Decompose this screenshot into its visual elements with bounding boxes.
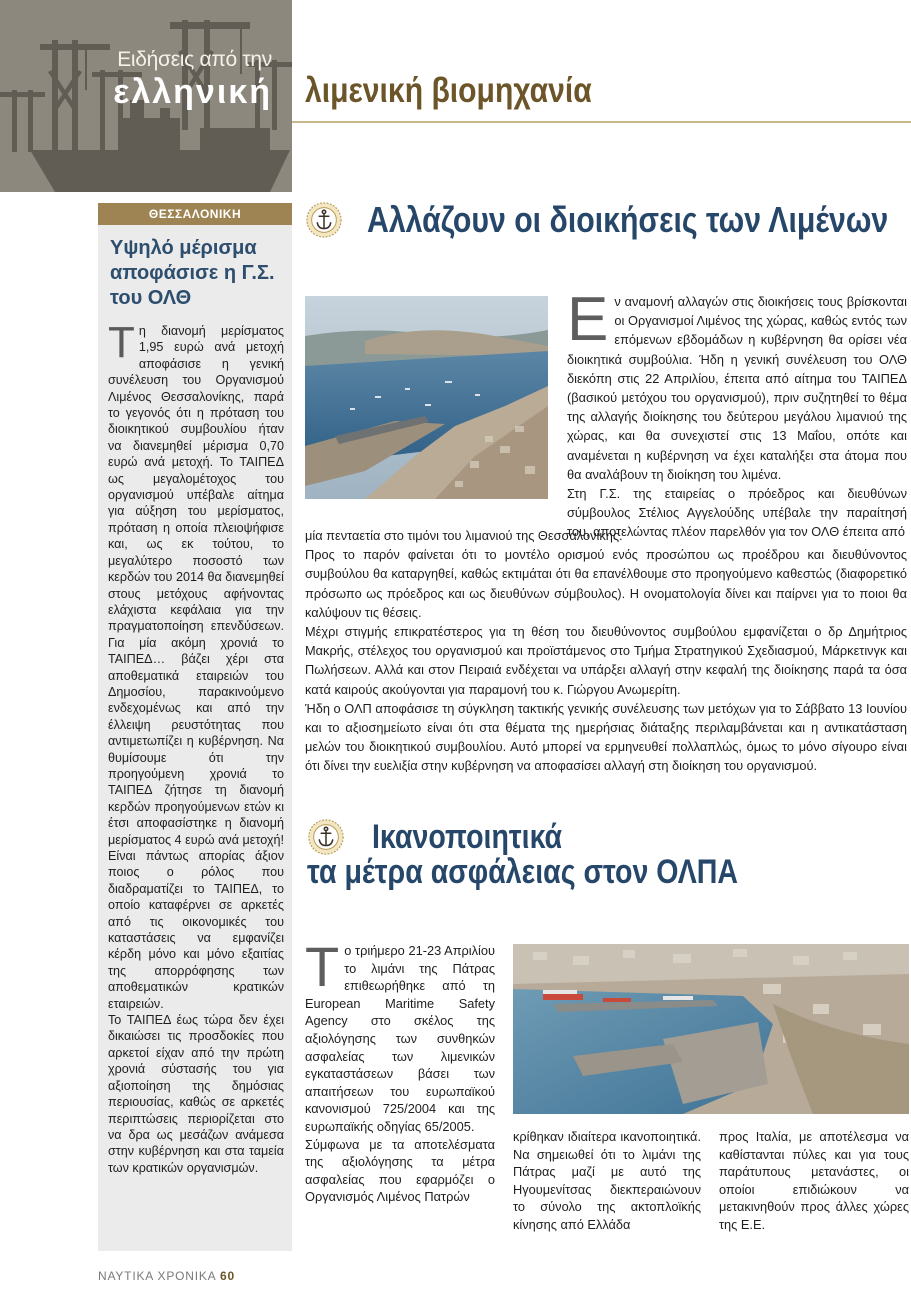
article2-paragraph: Το τριήμερο 21-23 Απριλίου το λιμάνι της Πάτρας επιθεωρήθηκε από τη European Maritime Safety Agency στο σκέλος της αξιολόγησης των συνθηκών ασφαλείας των λιμενικών εγκαταστάσεων βάσει των απαιτήσεων του ευρωπαϊκού κανονισμού 725/2004 και της ευρωπαϊκής οδηγίας 65/2005.: [305, 935, 495, 1134]
sidebar-headline: Υψηλό μέρισμα αποφάσισε η Γ.Σ. του ΟΛΘ: [110, 237, 275, 309]
article2-column-1: [305, 935, 495, 1206]
header-banner: [0, 0, 292, 192]
article1-paragraph: Προς το παρόν φαίνεται ότι το μοντέλο ορισμού ενός προσώπου ως προέδρου και διευθύνοντος συμβούλου θα καταργηθεί, καθώς εκτιμάται ότι θα επανέλθουμε στο προηγούμενο καθεστώς (διαφορετικό πρόσωπο ως πρόεδρος και ως διευθύνων σύμβουλος). Η ονοματολογία δίνει και παίρνει για το ποιοι θα καλύψουν τις θέσεις.: [305, 547, 907, 620]
article2-paragraph: Σύμφωνα με τα αποτελέσματα της αξιολόγησης τα μέτρα ασφαλείας που εφαρμόζει ο Οργανισμός Λιμένος Πατρών: [305, 1136, 495, 1205]
article2-headline-line2: τα μέτρα ασφάλειας στον ΟΛΠΑ: [307, 853, 739, 891]
article2-headline-line1: Ικανοποιητικά: [372, 818, 563, 856]
header-divider: [292, 121, 911, 123]
sidebar-paragraph: Το ΤΑΙΠΕΔ έως τώρα δεν έχει δικαιώσει τις προσδοκίες που αρκετοί είχαν από την πρώτη χρονιά σύστασής του για αξιοποίηση της δημόσιας περιουσίας, καθώς σε αρκετές περιπτώσεις περιορίζεται στο να δρα ως μεσάζων ανάμεσα στην κυβέρνηση και στα ταμεία των κρατικών οργανισμών.: [108, 1013, 284, 1175]
article1-paragraph: Ήδη ο ΟΛΠ αποφάσισε τη σύγκληση τακτικής γενικής συνέλευσης των μετόχων για το Σάββατο 13 Ιουνίου και το αξιοσημείωτο είναι ότι στα θέματα της ημερήσιας διάταξης περιλαμβάνεται και η αντικατάσταση μελών του διοικητικού συμβουλίου. Αυτό μπορεί να ερμηνευθεί πολλαπλώς, όμως το μόνο σίγουρο είναι ότι δίνει την ευελιξία στην κυβέρνηση να αποφασίσει αλλαγή στη διοίκηση του οργανισμού.: [305, 700, 907, 774]
piraeus-port-aerial-photo: [305, 296, 548, 499]
article1-headline: Αλλάζουν οι διοικήσεις των Λιμένων: [367, 199, 889, 240]
article1-paragraph: μία πενταετία στο τιμόνι του λιμανιού της Θεσσαλονίκης.: [305, 528, 623, 543]
header-emphasis: ελληνική: [113, 73, 272, 111]
section-title: λιμενική βιομηχανία: [305, 71, 592, 110]
sidebar-location-tag: ΘΕΣΣΑΛΟΝΙΚΗ: [98, 203, 292, 225]
publication-name: ΝΑΥΤΙΚΑ ΧΡΟΝΙΚΑ: [98, 1269, 216, 1283]
anchor-icon: [307, 818, 345, 856]
sidebar-paragraph: Τη διανομή μερίσματος 1,95 ευρώ ανά μετοχή αποφάσισε η γενική συνέλευση του Οργανισμού Λιμένος Θεσσαλονίκης, παρά το γεγονός ότι η πρόταση του διοικητικού συμβουλίου ήταν να διανεμηθεί μέρισμα 0,70 ευρώ ανά μετοχή. Το ΤΑΙΠΕΔ ως μεγαλομέτοχος του οργανισμού υπέβαλε αίτημα για αύξηση του μερίσματος, πρόταση η οποία πλειοψήφισε και, ως εκ τούτου, το μεγαλύτερο ποσοστό των κερδών του 2014 θα διανεμηθεί στους μετόχους αφήνοντας ελάχιστα κεφάλαια για την πραγματοποίηση επενδύσεων. Για μία ακόμη χρονιά το ΤΑΙΠΕΔ… βάζει χέρι στα αποθεματικά εταιρειών του Δημοσίου, παρακινούμενο ενδεχομένως και από την έλλειψη ρευστότητας που αντιμετωπίζει η κυβέρνηση. Να θυμίσουμε ότι την προηγούμενη χρονιά το ΤΑΙΠΕΔ ζήτησε τη διανομή κερδών προηγούμενων ετών κι έτσι αποφασίστηκε η διανομή μερίσματος 4 ευρώ ανά μετοχή! Είναι πάντως απορίας άξιον ποιος ο ρόλος που διαδραματίζει το ΤΑΙΠΕΔ, το οποίο καταφέρνει σε αρκετές από τις οικονομικές του καταστάσεις να εμφανίζει κέρδη μόνο και μόνο εξαιτίας της απορρόφησης των αποθεματικών κρατικών εταιρειών.: [108, 318, 284, 1011]
article2-dropcap: Τ: [305, 935, 340, 998]
anchor-icon: [305, 201, 343, 239]
article2-column-3: προς Ιταλία, με αποτέλεσμα να καθίστανται πύλες και για τους παράτυπους μετανάστες, οι οποίοι επιδιώκουν να μετακινηθούν προς άλλες χώρες της Ε.Ε.: [719, 1129, 909, 1232]
article2-column-2: κρίθηκαν ιδιαίτερα ικανοποιητικά. Να σημειωθεί ότι το λιμάνι της Πάτρας μαζί με αυτό της Ηγουμενίτσας διεκπεραιώνουν το σύνολο της ακτοπλοϊκής κίνησης από Ελλάδα: [513, 1129, 701, 1232]
sidebar-dropcap: Τ: [108, 318, 135, 367]
article1-intro-column: [567, 285, 907, 542]
article1-paragraph: Εν αναμονή αλλαγών στις διοικήσεις τους βρίσκονται οι Οργανισμοί Λιμένος της χώρας, καθώς εντός των επόμενων εβδομάδων η κυβέρνηση θα ορίσει νέα διοικητικά συμβούλια. Ήδη η γενική συνέλευση του ΟΛΘ διεκόπη στις 22 Απριλίου, έπειτα από αίτημα του ΤΑΙΠΕΔ (βασικού μετόχου του οργανισμού), πριν συζητηθεί το θέμα της αλλαγής διοίκησης του δεύτερου μεγάλου λιμανιού της χώρας, και θα συνεχιστεί στις 13 Μαΐου, οπότε και αναμένεται η κυβέρνηση να έχει καταλήξει στα άτομα που θα αναλάβουν τη διοίκηση του λιμένα.: [567, 285, 907, 482]
article1-paragraph: Στη Γ.Σ. της εταιρείας ο πρόεδρος και διευθύνων σύμβουλος Στέλιος Αγγελούδης υπέβαλε την παραίτησή του, αποτελώντας πλέον παρελθόν για τον ΟΛΘ έπειτα από: [567, 486, 907, 540]
page-number: 60: [219, 1269, 235, 1283]
article1-paragraph: Μέχρι στιγμής επικρατέστερος για τη θέση του διευθύνοντος συμβούλου εμφανίζεται ο δρ Δημήτριος Μακρής, στέλεχος του οργανισμού και προϊστάμενος στο Τμήμα Στρατηγικού Σχεδιασμού, Μάρκετινγκ και Πωλήσεων. Αλλά και στον Πειραιά ενδέχεται να υπάρξει αλλαγή στην κεφαλή της διοίκησης παρά τα όσα κατά καιρούς ακούγονται για παραμονή του κ. Γιώργου Ανωμερίτη.: [305, 624, 907, 697]
patras-port-aerial-photo: [513, 944, 909, 1114]
article1-body: [305, 526, 907, 776]
header-kicker: Ειδήσεις από την: [117, 48, 272, 71]
sidebar-body: [108, 318, 284, 1176]
page-footer: [98, 1269, 235, 1283]
article1-dropcap: Ε: [567, 285, 609, 354]
